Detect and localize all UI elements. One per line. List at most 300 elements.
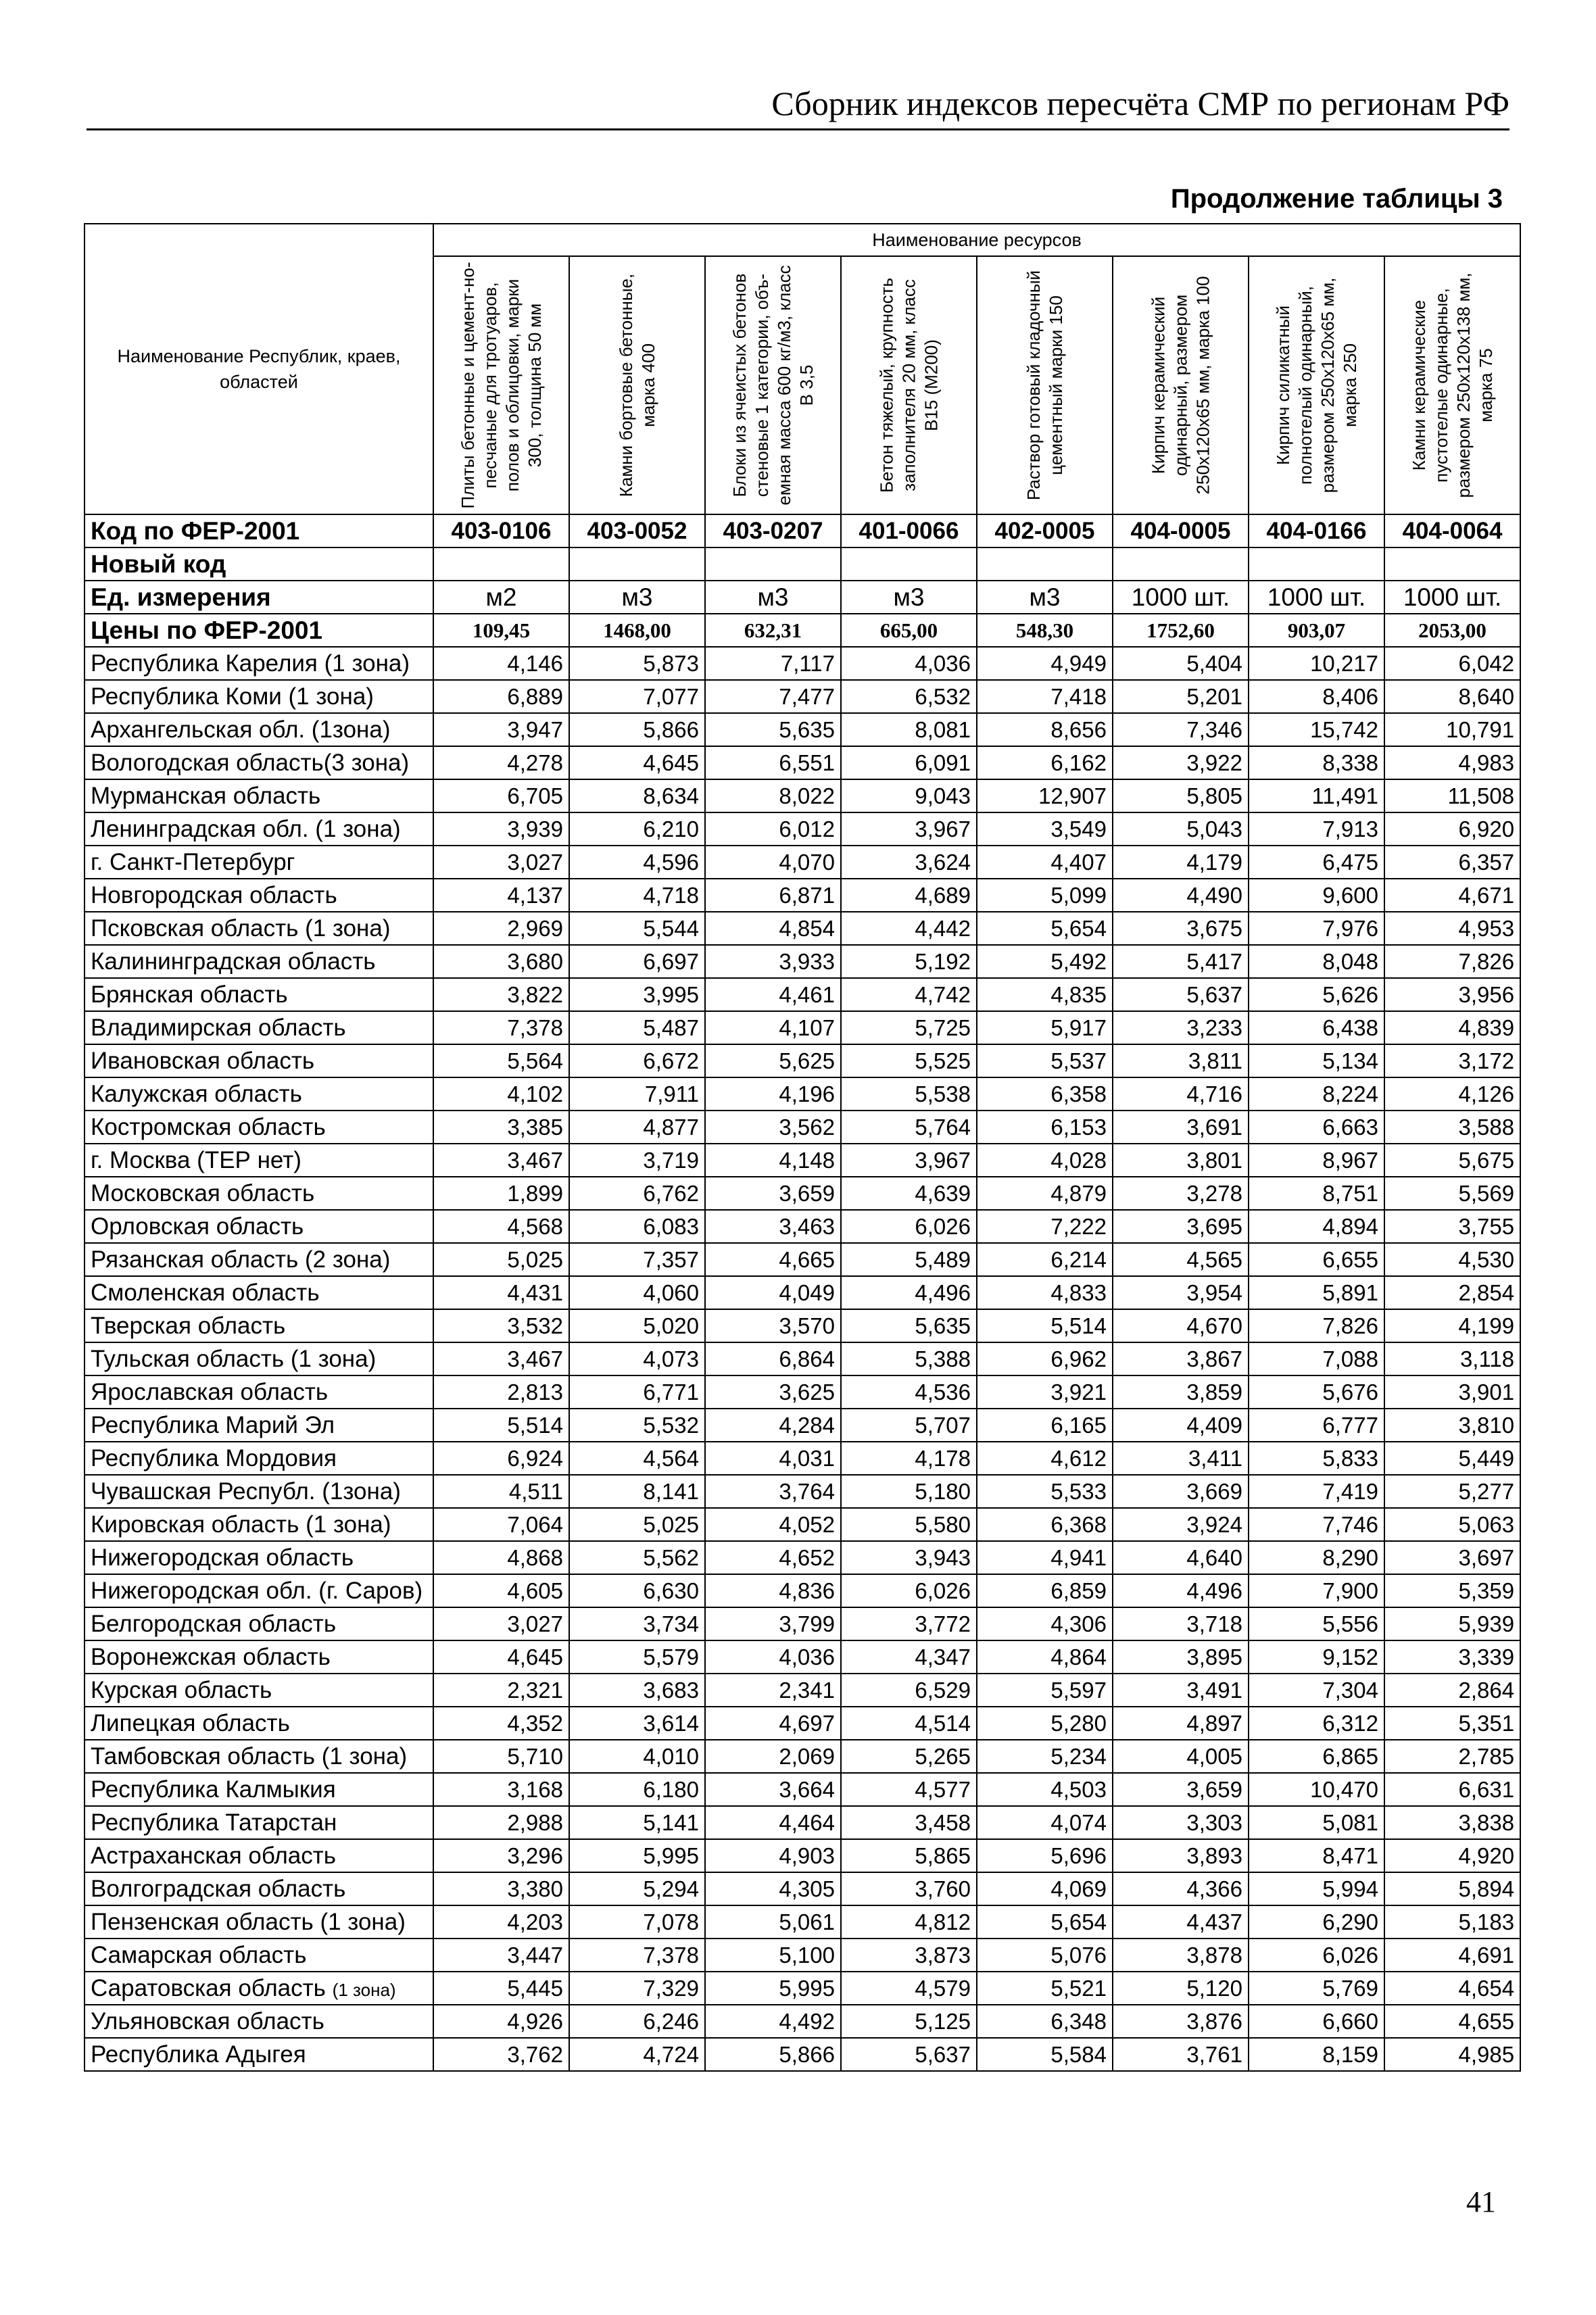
index-value: 5,489 (841, 1243, 977, 1276)
index-value: 5,625 (705, 1044, 841, 1077)
index-value: 8,634 (569, 779, 705, 812)
index-value: 7,418 (977, 680, 1113, 713)
header-title: Сборник индексов пересчёта СМР по регионам РФ (771, 84, 1509, 122)
index-value: 7,329 (569, 1972, 705, 2005)
table-row (84, 1839, 1520, 1872)
index-value: 4,107 (705, 1011, 841, 1044)
region-name-cell (84, 1011, 433, 1044)
index-value: 4,490 (1113, 879, 1249, 912)
index-value: 6,153 (977, 1111, 1113, 1144)
index-value: 5,873 (569, 647, 705, 680)
index-value: 5,277 (1384, 1475, 1520, 1508)
new-code-cell (433, 547, 569, 581)
table-row (84, 912, 1520, 945)
index-value: 5,061 (705, 1905, 841, 1939)
index-value: 3,895 (1113, 1640, 1249, 1674)
index-value: 4,716 (1113, 1077, 1249, 1111)
resource-unit: м3 (977, 581, 1113, 614)
index-value: 3,411 (1113, 1442, 1249, 1475)
index-value: 4,894 (1249, 1210, 1384, 1243)
region-name-cell (84, 680, 433, 713)
index-value: 4,652 (705, 1541, 841, 1574)
index-value: 5,707 (841, 1409, 977, 1442)
index-value: 2,969 (433, 912, 569, 945)
index-value: 3,447 (433, 1939, 569, 1972)
index-value: 5,637 (1113, 978, 1249, 1011)
resource-header (705, 256, 841, 514)
index-value: 5,866 (705, 2038, 841, 2071)
resource-header (1249, 256, 1384, 514)
index-value: 5,833 (1249, 1442, 1384, 1475)
index-value: 4,010 (569, 1740, 705, 1773)
region-name: Рязанская область (2 зона) (91, 1246, 391, 1273)
index-value: 3,901 (1384, 1375, 1520, 1409)
index-value: 3,772 (841, 1607, 977, 1640)
resource-header-label: Камни керамические пустотелые одинарные, размером 250x120x138 мм, марка 75 (1408, 272, 1496, 498)
index-value: 8,471 (1249, 1839, 1384, 1872)
index-value: 4,836 (705, 1574, 841, 1607)
table-row (84, 1276, 1520, 1309)
region-name: Костромская область (91, 1113, 326, 1140)
index-value: 4,596 (569, 846, 705, 879)
index-value: 4,036 (705, 1640, 841, 1674)
index-value: 6,551 (705, 746, 841, 779)
region-name-cell (84, 1309, 433, 1342)
index-value: 4,306 (977, 1607, 1113, 1640)
index-value: 4,511 (433, 1475, 569, 1508)
index-value: 4,036 (841, 647, 977, 680)
index-value: 4,689 (841, 879, 977, 912)
index-value: 6,210 (569, 812, 705, 846)
index-value: 3,624 (841, 846, 977, 879)
region-name: Нижегородская обл. (г. Саров) (91, 1577, 423, 1604)
index-value: 4,137 (433, 879, 569, 912)
index-value: 4,949 (977, 647, 1113, 680)
index-value: 3,532 (433, 1309, 569, 1342)
table-row (84, 1077, 1520, 1111)
index-value: 3,719 (569, 1144, 705, 1177)
index-value: 6,012 (705, 812, 841, 846)
index-value: 3,675 (1113, 912, 1249, 945)
index-value: 2,988 (433, 1806, 569, 1839)
index-value: 9,043 (841, 779, 977, 812)
page-number: 41 (1466, 2185, 1496, 2218)
index-value: 4,671 (1384, 879, 1520, 912)
region-name-cell (84, 1872, 433, 1905)
table-row (84, 1773, 1520, 1806)
index-value: 5,894 (1384, 1872, 1520, 1905)
index-value: 5,764 (841, 1111, 977, 1144)
index-value: 3,303 (1113, 1806, 1249, 1839)
region-name-cell (84, 1342, 433, 1375)
index-value: 4,903 (705, 1839, 841, 1872)
index-value: 6,771 (569, 1375, 705, 1409)
index-value: 5,637 (841, 2038, 977, 2071)
index-value: 8,406 (1249, 680, 1384, 713)
region-name-cell (84, 1972, 433, 2005)
index-value: 4,496 (1113, 1574, 1249, 1607)
new-code-label: Новый код (84, 547, 433, 581)
index-value: 8,048 (1249, 945, 1384, 978)
index-table (84, 223, 1521, 2072)
index-value: 4,070 (705, 846, 841, 879)
index-value: 2,854 (1384, 1276, 1520, 1309)
index-value: 3,562 (705, 1111, 841, 1144)
index-value: 5,544 (569, 912, 705, 945)
index-value: 3,810 (1384, 1409, 1520, 1442)
index-value: 4,074 (977, 1806, 1113, 1839)
index-value: 5,562 (569, 1541, 705, 1574)
index-value: 3,172 (1384, 1044, 1520, 1077)
index-value: 7,088 (1249, 1342, 1384, 1375)
index-value: 6,871 (705, 879, 841, 912)
index-value: 5,654 (977, 1905, 1113, 1939)
index-value: 4,073 (569, 1342, 705, 1375)
resource-header-label: Блоки из ячеистых бетонов стеновые 1 категории, объ-емная масса 600 кг/м3, класс В 3,5 (729, 265, 817, 506)
index-value: 4,612 (977, 1442, 1113, 1475)
table-row (84, 879, 1520, 912)
index-value: 7,078 (569, 1905, 705, 1939)
index-value: 4,985 (1384, 2038, 1520, 2071)
index-value: 8,290 (1249, 1541, 1384, 1574)
index-value: 8,224 (1249, 1077, 1384, 1111)
index-value: 9,600 (1249, 879, 1384, 912)
index-value: 4,352 (433, 1707, 569, 1740)
index-value: 4,645 (569, 746, 705, 779)
index-value: 11,491 (1249, 779, 1384, 812)
index-value: 7,117 (705, 647, 841, 680)
index-value: 4,060 (569, 1276, 705, 1309)
resource-header (1384, 256, 1520, 514)
region-name: Волгоградская область (91, 1875, 346, 1902)
table-row (84, 1475, 1520, 1508)
table-row (84, 812, 1520, 846)
index-value: 5,635 (841, 1309, 977, 1342)
table-row (84, 746, 1520, 779)
index-value: 3,755 (1384, 1210, 1520, 1243)
resource-header (841, 256, 977, 514)
index-value: 6,091 (841, 746, 977, 779)
index-value: 4,926 (433, 2005, 569, 2038)
resource-header-label: Кирпич силикатный полнотелый одинарный, размером 250x120x65 мм, марка 250 (1272, 277, 1360, 493)
region-name-cell (84, 1276, 433, 1309)
region-name: г. Москва (ТЕР нет) (91, 1146, 301, 1173)
index-value: 4,461 (705, 978, 841, 1011)
resource-header-label: Камни бортовые бетонные, марка 400 (615, 273, 658, 497)
index-value: 6,083 (569, 1210, 705, 1243)
unit-label: Ед. измерения (84, 581, 433, 614)
new-code-cell (1249, 547, 1384, 581)
index-value: 5,514 (977, 1309, 1113, 1342)
resource-unit: 1000 шт. (1384, 581, 1520, 614)
index-value: 3,570 (705, 1309, 841, 1342)
region-name-cell (84, 647, 433, 680)
region-name: Саратовская область (91, 1974, 326, 2001)
region-name: Республика Калмыкия (91, 1776, 336, 1803)
region-name: Кировская область (1 зона) (91, 1511, 391, 1538)
index-value: 12,907 (977, 779, 1113, 812)
index-value: 5,100 (705, 1939, 841, 1972)
table-row (84, 1541, 1520, 1574)
table-row (84, 945, 1520, 978)
index-value: 4,005 (1113, 1740, 1249, 1773)
region-name: Новгородская область (91, 881, 337, 908)
region-name: Курская область (91, 1676, 272, 1703)
index-value: 6,672 (569, 1044, 705, 1077)
index-value: 5,183 (1384, 1905, 1520, 1939)
resource-header (569, 256, 705, 514)
index-value: 4,049 (705, 1276, 841, 1309)
index-value: 3,761 (1113, 2038, 1249, 2071)
index-value: 6,165 (977, 1409, 1113, 1442)
table-row (84, 1607, 1520, 1640)
region-name: Чувашская Республ. (1зона) (91, 1478, 401, 1505)
index-value: 5,076 (977, 1939, 1113, 1972)
region-name-cell (84, 1640, 433, 1674)
index-value: 6,475 (1249, 846, 1384, 879)
region-name-cell (84, 1475, 433, 1508)
table-row (84, 779, 1520, 812)
index-value: 8,967 (1249, 1144, 1384, 1177)
region-name: Воронежская область (91, 1643, 331, 1670)
index-value: 4,868 (433, 1541, 569, 1574)
region-name: Республика Карелия (1 зона) (91, 650, 410, 677)
index-value: 4,835 (977, 978, 1113, 1011)
resource-price: 903,07 (1249, 614, 1384, 647)
index-value: 6,290 (1249, 1905, 1384, 1939)
index-value: 3,664 (705, 1773, 841, 1806)
index-value: 5,584 (977, 2038, 1113, 2071)
table-row (84, 2038, 1520, 2071)
resource-price: 548,30 (977, 614, 1113, 647)
index-value: 4,148 (705, 1144, 841, 1177)
index-value: 6,026 (1249, 1939, 1384, 1972)
region-name-cell (84, 1607, 433, 1640)
index-value: 7,826 (1249, 1309, 1384, 1342)
region-name-cell (84, 1806, 433, 1839)
index-value: 4,536 (841, 1375, 977, 1409)
index-value: 3,669 (1113, 1475, 1249, 1508)
index-value: 5,626 (1249, 978, 1384, 1011)
table-row (84, 1210, 1520, 1243)
index-value: 3,491 (1113, 1674, 1249, 1707)
index-value: 7,064 (433, 1508, 569, 1541)
table-row (84, 1508, 1520, 1541)
index-value: 5,134 (1249, 1044, 1384, 1077)
index-value: 3,458 (841, 1806, 977, 1839)
index-value: 3,463 (705, 1210, 841, 1243)
region-name-cell (84, 1939, 433, 1972)
index-value: 3,822 (433, 978, 569, 1011)
table-row (84, 713, 1520, 746)
index-value: 8,159 (1249, 2038, 1384, 2071)
resource-price: 2053,00 (1384, 614, 1520, 647)
table-row (84, 1409, 1520, 1442)
region-name-cell (84, 1177, 433, 1210)
index-value: 5,180 (841, 1475, 977, 1508)
index-value: 3,878 (1113, 1939, 1249, 1972)
table-row (84, 1972, 1520, 2005)
resource-header-label: Плиты бетонные и цемент-но-песчаные для тротуаров, полов и облицовки, марки 300, толщина 50 мм (457, 262, 545, 509)
resource-header (977, 256, 1113, 514)
index-value: 4,833 (977, 1276, 1113, 1309)
index-value: 3,697 (1384, 1541, 1520, 1574)
table-row (84, 978, 1520, 1011)
index-value: 5,564 (433, 1044, 569, 1077)
index-value: 2,785 (1384, 1740, 1520, 1773)
index-value: 4,670 (1113, 1309, 1249, 1342)
new-code-cell (569, 547, 705, 581)
index-value: 4,941 (977, 1541, 1113, 1574)
index-value: 6,962 (977, 1342, 1113, 1375)
region-name: Орловская область (91, 1213, 304, 1240)
index-value: 5,265 (841, 1740, 977, 1773)
index-value: 6,529 (841, 1674, 977, 1707)
table-row (84, 1243, 1520, 1276)
index-value: 11,508 (1384, 779, 1520, 812)
index-value: 5,995 (705, 1972, 841, 2005)
index-value: 2,069 (705, 1740, 841, 1773)
region-name: Нижегородская область (91, 1544, 354, 1571)
index-value: 5,417 (1113, 945, 1249, 978)
table-row (84, 1872, 1520, 1905)
region-name-cell (84, 1574, 433, 1607)
region-name: Калужская область (91, 1080, 302, 1107)
region-name: Мурманская область (91, 782, 321, 809)
table-row (84, 1905, 1520, 1939)
resource-header (1113, 256, 1249, 514)
index-value: 3,695 (1113, 1210, 1249, 1243)
region-name: г. Санкт-Петербург (91, 848, 295, 875)
index-value: 3,947 (433, 713, 569, 746)
index-value: 3,385 (433, 1111, 569, 1144)
index-value: 3,956 (1384, 978, 1520, 1011)
index-value: 3,118 (1384, 1342, 1520, 1375)
index-value: 5,939 (1384, 1607, 1520, 1640)
index-value: 5,445 (433, 1972, 569, 2005)
index-value: 5,404 (1113, 647, 1249, 680)
index-value: 10,470 (1249, 1773, 1384, 1806)
index-value: 5,125 (841, 2005, 977, 2038)
index-value: 8,656 (977, 713, 1113, 746)
index-value: 7,826 (1384, 945, 1520, 978)
index-value: 7,378 (433, 1011, 569, 1044)
region-name-cell (84, 879, 433, 912)
table-row (84, 1939, 1520, 1972)
region-name-cell (84, 1740, 433, 1773)
index-value: 5,280 (977, 1707, 1113, 1740)
index-value: 3,967 (841, 812, 977, 846)
index-value: 4,431 (433, 1276, 569, 1309)
index-value: 6,777 (1249, 1409, 1384, 1442)
index-value: 5,597 (977, 1674, 1113, 1707)
index-value: 6,246 (569, 2005, 705, 2038)
index-value: 6,357 (1384, 846, 1520, 879)
resource-price: 109,45 (433, 614, 569, 647)
index-value: 7,746 (1249, 1508, 1384, 1541)
index-value: 3,380 (433, 1872, 569, 1905)
index-value: 3,995 (569, 978, 705, 1011)
region-name-cell (84, 1044, 433, 1077)
index-value: 6,631 (1384, 1773, 1520, 1806)
resource-code: 404-0064 (1384, 514, 1520, 547)
table-row (84, 1640, 1520, 1674)
index-value: 3,943 (841, 1541, 977, 1574)
index-value: 3,859 (1113, 1375, 1249, 1409)
region-name-cell (84, 1442, 433, 1475)
index-value: 4,897 (1113, 1707, 1249, 1740)
resource-unit: 1000 шт. (1249, 581, 1384, 614)
index-value: 6,358 (977, 1077, 1113, 1111)
region-name-cell (84, 746, 433, 779)
index-value: 4,639 (841, 1177, 977, 1210)
index-value: 4,464 (705, 1806, 841, 1839)
index-value: 3,614 (569, 1707, 705, 1740)
index-value: 3,764 (705, 1475, 841, 1508)
resource-code: 403-0052 (569, 514, 705, 547)
index-value: 4,605 (433, 1574, 569, 1607)
index-value: 5,234 (977, 1740, 1113, 1773)
index-value: 5,533 (977, 1475, 1113, 1508)
resource-unit: м3 (841, 581, 977, 614)
index-value: 5,769 (1249, 1972, 1384, 2005)
region-name: Ивановская область (91, 1047, 315, 1074)
index-value: 4,278 (433, 746, 569, 779)
index-value: 3,467 (433, 1144, 569, 1177)
index-value: 5,025 (433, 1243, 569, 1276)
index-value: 3,027 (433, 846, 569, 879)
index-value: 5,141 (569, 1806, 705, 1839)
index-value: 4,199 (1384, 1309, 1520, 1342)
index-value: 5,917 (977, 1011, 1113, 1044)
index-value: 5,710 (433, 1740, 569, 1773)
index-value: 8,751 (1249, 1177, 1384, 1210)
index-value: 5,081 (1249, 1806, 1384, 1839)
index-value: 5,201 (1113, 680, 1249, 713)
index-value: 5,676 (1249, 1375, 1384, 1409)
index-value: 7,900 (1249, 1574, 1384, 1607)
index-value: 3,718 (1113, 1607, 1249, 1640)
index-value: 4,577 (841, 1773, 977, 1806)
index-value: 7,222 (977, 1210, 1113, 1243)
index-value: 5,635 (705, 713, 841, 746)
index-value: 3,867 (1113, 1342, 1249, 1375)
index-value: 3,625 (705, 1375, 841, 1409)
price-row (84, 614, 1520, 647)
index-value: 4,654 (1384, 1972, 1520, 2005)
index-value: 5,492 (977, 945, 1113, 978)
index-value: 3,296 (433, 1839, 569, 1872)
index-value: 4,179 (1113, 846, 1249, 879)
table-row (84, 1044, 1520, 1077)
region-name: Астраханская область (91, 1842, 337, 1869)
index-value: 4,146 (433, 647, 569, 680)
table-row (84, 647, 1520, 680)
region-name: Брянская область (91, 981, 288, 1008)
index-value: 5,099 (977, 879, 1113, 912)
resource-price: 632,31 (705, 614, 841, 647)
index-value: 5,569 (1384, 1177, 1520, 1210)
index-value: 4,645 (433, 1640, 569, 1674)
index-value: 7,911 (569, 1077, 705, 1111)
index-value: 4,564 (569, 1442, 705, 1475)
region-name-cell (84, 1674, 433, 1707)
region-name: Самарская область (91, 1941, 307, 1968)
region-name-cell (84, 2005, 433, 2038)
resource-code: 404-0005 (1113, 514, 1249, 547)
index-value: 4,407 (977, 846, 1113, 879)
index-value: 1,899 (433, 1177, 569, 1210)
